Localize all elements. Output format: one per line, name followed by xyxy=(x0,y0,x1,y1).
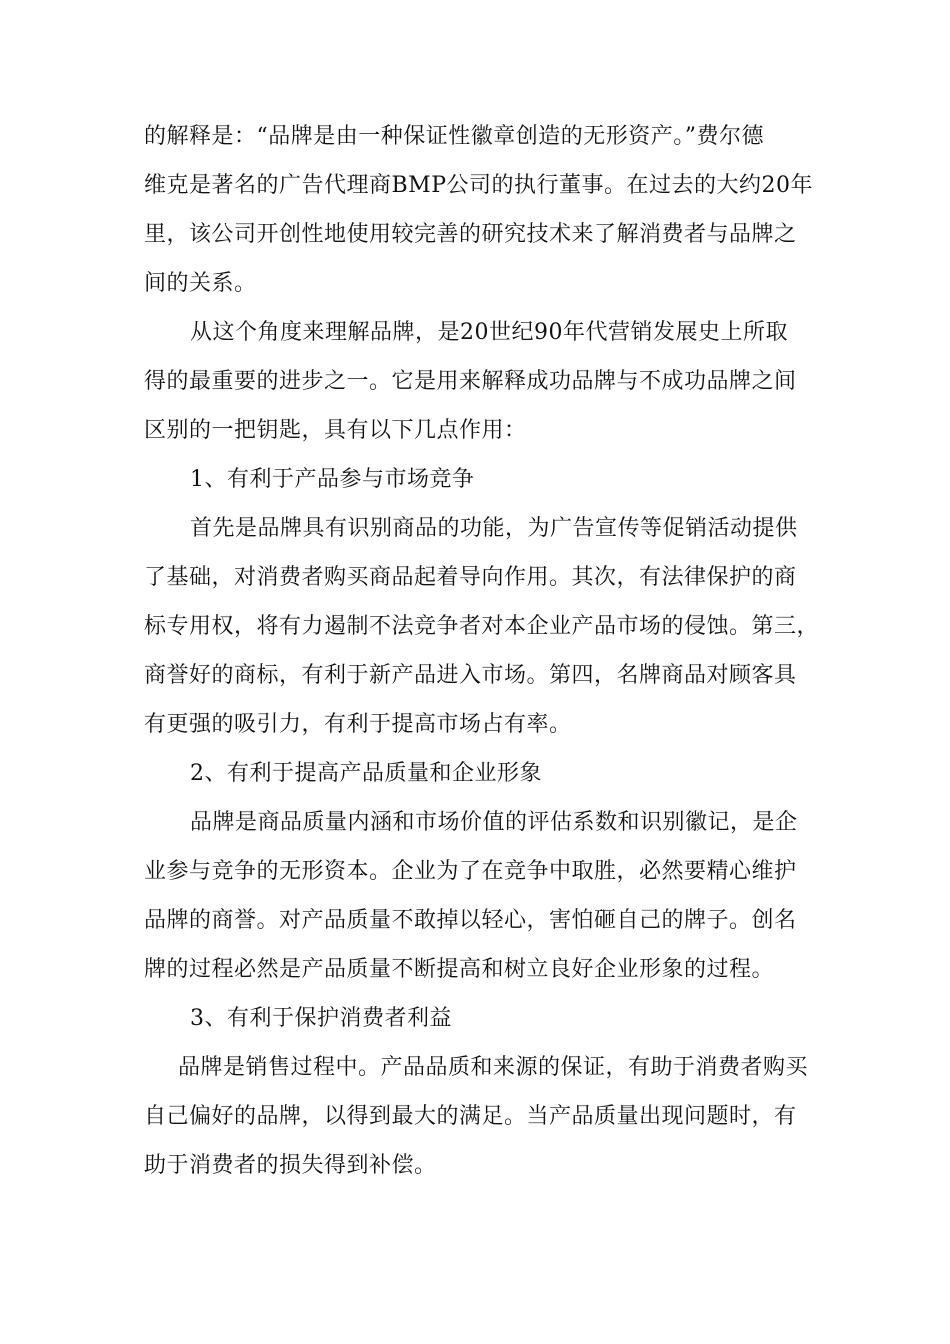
paragraph-line: 牌的过程必然是产品质量不断提高和树立良好企业形象的过程。 xyxy=(144,957,775,982)
paragraph-line: 里，该公司开创性地使用较完善的研究技术来了解消费者与品牌之 xyxy=(144,222,797,247)
paragraph-line: 品牌的商誉。对产品质量不敢掉以轻心，害怕砸自己的牌子。创名 xyxy=(144,908,797,933)
paragraph-line: 品牌是销售过程中。产品品质和来源的保证，有助于消费者购买 xyxy=(178,1055,809,1080)
paragraph-line: 区别的一把钥匙，具有以下几点作用： xyxy=(144,418,527,443)
paragraph-line: 间的关系。 xyxy=(144,271,257,296)
paragraph-line: 首先是品牌具有识别商品的功能，为广告宣传等促销活动提供 xyxy=(190,516,798,541)
paragraph-line: 有更强的吸引力，有利于提高市场占有率。 xyxy=(144,712,572,737)
paragraph-line: 标专用权，将有力遏制不法竞争者对本企业产品市场的侵蚀。第三， xyxy=(144,614,820,639)
paragraph-line: 了基础，对消费者购买商品起着导向作用。其次，有法律保护的商 xyxy=(144,565,797,590)
paragraph-line: 助于消费者的损失得到补偿。 xyxy=(144,1153,437,1178)
paragraph-line: 品牌是商品质量内涵和市场价值的评估系数和识别徽记，是企 xyxy=(190,810,798,835)
paragraph-line: 得的最重要的进步之一。它是用来解释成功品牌与不成功品牌之间 xyxy=(144,369,797,394)
section-heading: 2、有利于提高产品质量和企业形象 xyxy=(190,761,542,786)
paragraph-line: 自己偏好的品牌，以得到最大的满足。当产品质量出现问题时，有 xyxy=(144,1104,797,1129)
paragraph-line: 的解释是：“品牌是由一种保证性徽章创造的无形资产。”费尔德 xyxy=(144,124,764,149)
paragraph-line: 维克是著名的广告代理商BMP公司的执行董事。在过去的大约20年 xyxy=(144,173,813,198)
section-heading: 3、有利于保护消费者利益 xyxy=(190,1006,452,1031)
paragraph-line: 业参与竞争的无形资本。企业为了在竞争中取胜，必然要精心维护 xyxy=(144,859,797,884)
paragraph-line: 从这个角度来理解品牌，是20世纪90年代营销发展史上所取 xyxy=(190,320,788,345)
section-heading: 1、有利于产品参与市场竞争 xyxy=(190,467,475,492)
paragraph-line: 商誉好的商标，有利于新产品进入市场。第四，名牌商品对顾客具 xyxy=(144,663,797,688)
